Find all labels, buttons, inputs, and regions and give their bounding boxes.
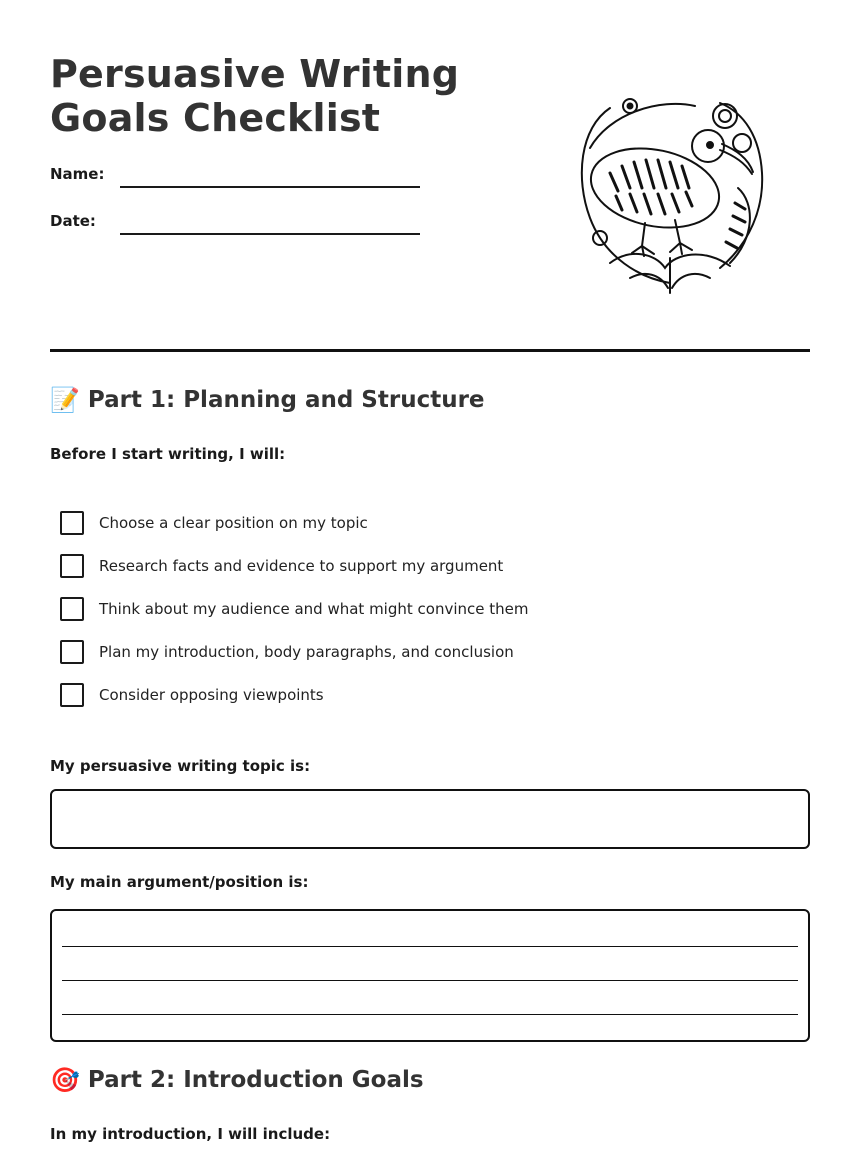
name-field[interactable] <box>120 186 420 188</box>
title-line-1: Persuasive Writing <box>50 52 460 96</box>
checklist-item-label: Think about my audience and what might convince them <box>99 600 529 618</box>
checklist-item[interactable] <box>60 640 514 664</box>
topic-label: My persuasive writing topic is: <box>50 757 311 775</box>
checklist-item[interactable] <box>60 554 503 578</box>
checklist-item[interactable] <box>60 597 529 621</box>
date-label: Date: <box>50 212 96 230</box>
checklist-item-label: Plan my introduction, body paragraphs, and conclusion <box>99 643 514 661</box>
date-field[interactable] <box>120 233 420 235</box>
part1-lead: Before I start writing, I will: <box>50 445 286 463</box>
checkbox[interactable] <box>60 554 84 578</box>
writing-line <box>62 980 798 981</box>
kiwi-bird-illustration <box>570 88 770 298</box>
part2-lead: In my introduction, I will include: <box>50 1125 331 1143</box>
topic-input-box[interactable] <box>50 789 810 849</box>
header-divider <box>50 349 810 352</box>
memo-icon: 📝 <box>50 386 80 414</box>
page-title <box>50 52 459 140</box>
checkbox[interactable] <box>60 683 84 707</box>
checklist-item-label: Consider opposing viewpoints <box>99 686 324 704</box>
part1-title: Part 1: Planning and Structure <box>87 387 485 413</box>
checkbox[interactable] <box>60 597 84 621</box>
name-label: Name: <box>50 165 105 183</box>
checklist-item-label: Research facts and evidence to support my argument <box>99 557 504 575</box>
checklist-item[interactable] <box>60 511 368 535</box>
writing-line <box>62 1014 798 1015</box>
title-line-2: Goals Checklist <box>50 96 381 140</box>
writing-line <box>62 946 798 947</box>
part1-heading <box>50 386 485 414</box>
part2-heading <box>50 1066 424 1094</box>
checkbox[interactable] <box>60 640 84 664</box>
checkbox[interactable] <box>60 511 84 535</box>
checklist-item[interactable] <box>60 683 324 707</box>
argument-label: My main argument/position is: <box>50 873 309 891</box>
target-icon: 🎯 <box>50 1066 80 1094</box>
part2-title: Part 2: Introduction Goals <box>87 1067 424 1093</box>
argument-input-box[interactable] <box>50 909 810 1042</box>
checklist-item-label: Choose a clear position on my topic <box>99 514 368 532</box>
